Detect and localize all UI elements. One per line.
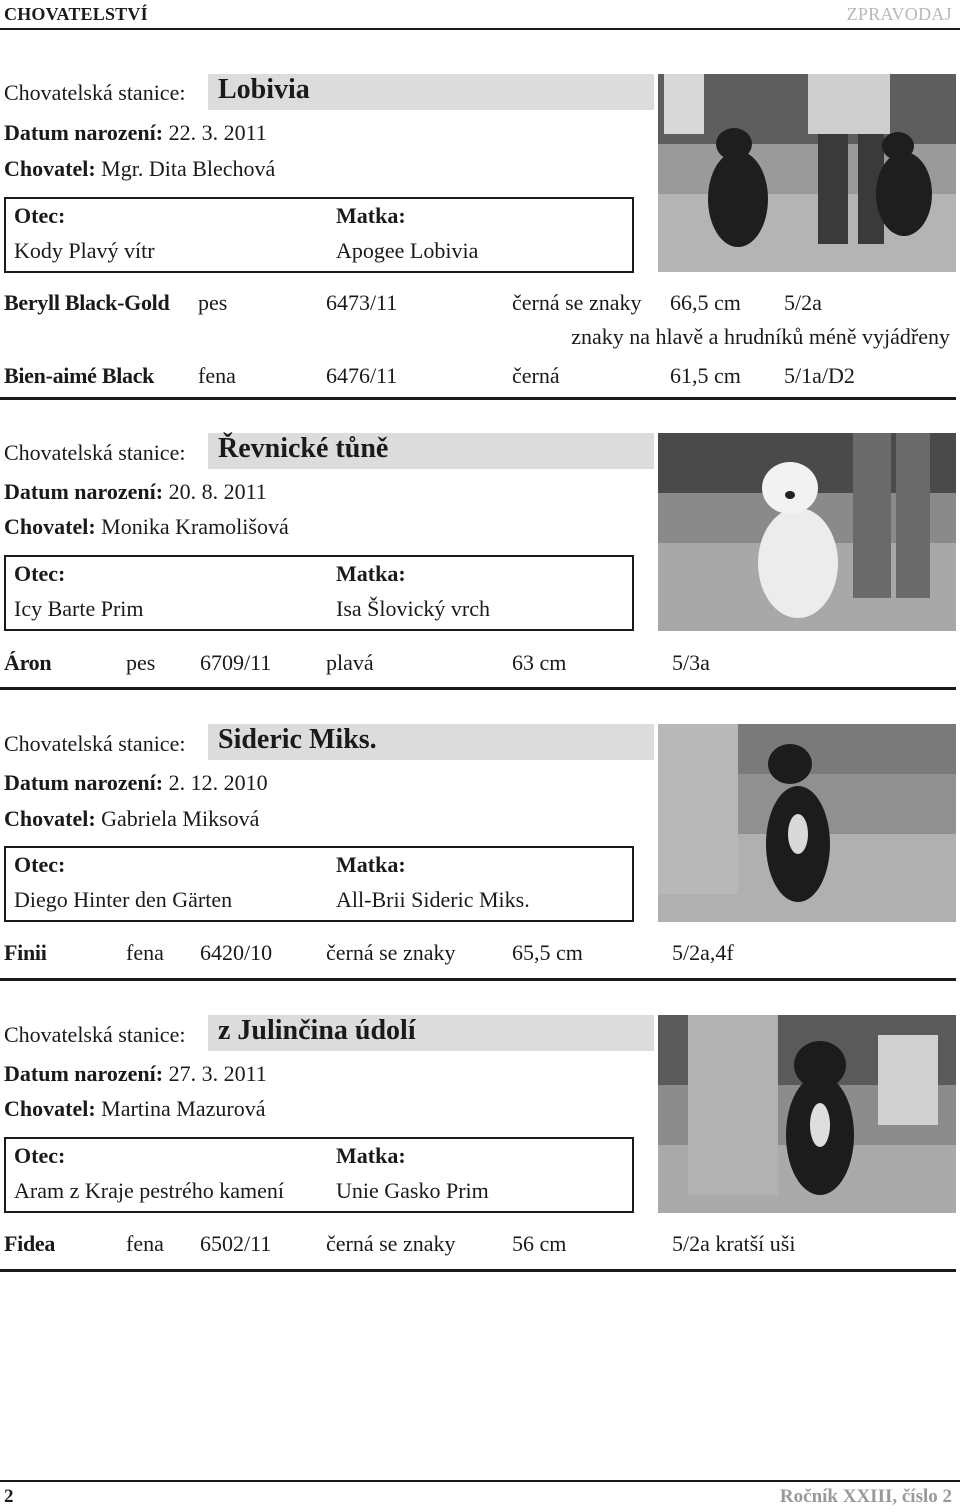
dog-sex: pes [198, 290, 228, 315]
dog-photo-svg [658, 724, 956, 922]
dog-color: černá [512, 363, 560, 388]
birth-date-line [4, 120, 267, 146]
sire-label: Otec: [14, 561, 66, 586]
birth-date-line [4, 770, 268, 796]
station-label: Chovatelská stanice: [4, 731, 186, 756]
dogs-photo [658, 74, 956, 272]
dog-height: 65,5 cm [512, 940, 583, 965]
dog-sex: fena [126, 940, 164, 965]
breeder-name: Monika Kramolišová [101, 514, 289, 539]
section-divider [0, 1269, 956, 1272]
breeder-label: Chovatel: [4, 514, 96, 539]
station-label: Chovatelská stanice: [4, 1022, 186, 1047]
dam-label: Matka: [336, 561, 406, 586]
header-rule [0, 28, 960, 30]
dog-name: Fidea [4, 1231, 56, 1256]
parents-box [4, 846, 634, 922]
section-divider [0, 978, 956, 981]
dam-label: Matka: [336, 852, 406, 877]
dog-photo-svg [658, 433, 956, 631]
sire-name: Diego Hinter den Gärten [14, 887, 233, 912]
sire-name: Aram z Kraje pestrého kamení [14, 1178, 284, 1203]
dogs-photo-svg [658, 74, 956, 272]
station-name: Sideric Miks. [218, 724, 377, 755]
breeder-label: Chovatel: [4, 1096, 96, 1121]
breeder-line [4, 514, 289, 540]
birth-label: Datum narození: [4, 770, 164, 795]
dog-height: 56 cm [512, 1231, 567, 1256]
breeder-name: Mgr. Dita Blechová [101, 156, 276, 181]
birth-date: 22. 3. 2011 [168, 120, 267, 145]
dog-reg: 6502/11 [200, 1231, 272, 1256]
dog-name: Bien-aimé Black [4, 363, 155, 388]
page-number: 2 [4, 1486, 14, 1507]
dog-rating: 5/2a [784, 290, 822, 315]
dog-rating: 5/3a [672, 650, 710, 675]
dog-reg: 6476/11 [326, 363, 398, 388]
birth-date: 2. 12. 2010 [168, 770, 268, 795]
birth-label: Datum narození: [4, 120, 164, 145]
dog-color: černá se znaky [326, 1231, 456, 1256]
breeder-line [4, 806, 259, 832]
breeder-line [4, 1096, 265, 1122]
parents-box [4, 197, 634, 273]
breeder-label: Chovatel: [4, 806, 96, 831]
sire-name: Icy Barte Prim [14, 596, 144, 621]
sire-label: Otec: [14, 852, 66, 877]
dog-height: 61,5 cm [670, 363, 741, 388]
dog-reg: 6709/11 [200, 650, 272, 675]
dog-name: Áron [4, 650, 52, 675]
sire-name: Kody Plavý vítr [14, 238, 155, 263]
dog-color: černá se znaky [512, 290, 642, 315]
dog-photo [658, 433, 956, 631]
section-divider [0, 397, 956, 400]
volume-issue: Ročník XXIII, číslo 2 [779, 1486, 952, 1507]
dog-sex: pes [126, 650, 156, 675]
dog-sex: fena [198, 363, 236, 388]
sire-label: Otec: [14, 1143, 66, 1168]
dog-note: znaky na hlavě a hrudníků méně vyjádřeny [571, 324, 950, 349]
publication-title: ZPRAVODAJ [846, 4, 952, 24]
dog-photo [658, 724, 956, 922]
dog-photo [658, 1015, 956, 1213]
station-name: Řevnické tůně [218, 433, 389, 464]
dog-name: Finii [4, 940, 47, 965]
dog-rating: 5/2a,4f [672, 940, 734, 965]
dog-height: 63 cm [512, 650, 567, 675]
dam-name: Apogee Lobivia [336, 238, 479, 263]
station-label: Chovatelská stanice: [4, 440, 186, 465]
footer-rule [0, 1480, 960, 1482]
dog-color: plavá [326, 650, 374, 675]
dog-rating: 5/2a kratší uši [672, 1231, 796, 1256]
dog-sex: fena [126, 1231, 164, 1256]
birth-date-line [4, 479, 267, 505]
parents-box [4, 1137, 634, 1213]
dog-name: Beryll Black-Gold [4, 290, 170, 315]
breeder-name: Gabriela Miksová [101, 806, 260, 831]
birth-label: Datum narození: [4, 1061, 164, 1086]
station-name: z Julinčina údolí [218, 1015, 416, 1046]
birth-label: Datum narození: [4, 479, 164, 504]
dog-reg: 6473/11 [326, 290, 398, 315]
sire-label: Otec: [14, 203, 66, 228]
dam-name: Unie Gasko Prim [336, 1178, 489, 1203]
breeder-name: Martina Mazurová [101, 1096, 266, 1121]
station-name: Lobivia [218, 74, 310, 105]
breeder-label: Chovatel: [4, 156, 96, 181]
dog-photo-svg [658, 1015, 956, 1213]
birth-date: 20. 8. 2011 [168, 479, 267, 504]
dam-name: All-Brii Sideric Miks. [336, 887, 530, 912]
dog-height: 66,5 cm [670, 290, 741, 315]
breeder-line [4, 156, 275, 182]
dam-label: Matka: [336, 203, 406, 228]
section-title: CHOVATELSTVÍ [4, 4, 148, 24]
birth-date-line [4, 1061, 267, 1087]
parents-box [4, 555, 634, 631]
birth-date: 27. 3. 2011 [168, 1061, 267, 1086]
dog-rating: 5/1a/D2 [784, 363, 855, 388]
dam-name: Isa Šlovický vrch [336, 596, 490, 621]
dog-reg: 6420/10 [200, 940, 273, 965]
station-label: Chovatelská stanice: [4, 80, 186, 105]
dam-label: Matka: [336, 1143, 406, 1168]
section-divider [0, 687, 956, 690]
dog-color: černá se znaky [326, 940, 456, 965]
